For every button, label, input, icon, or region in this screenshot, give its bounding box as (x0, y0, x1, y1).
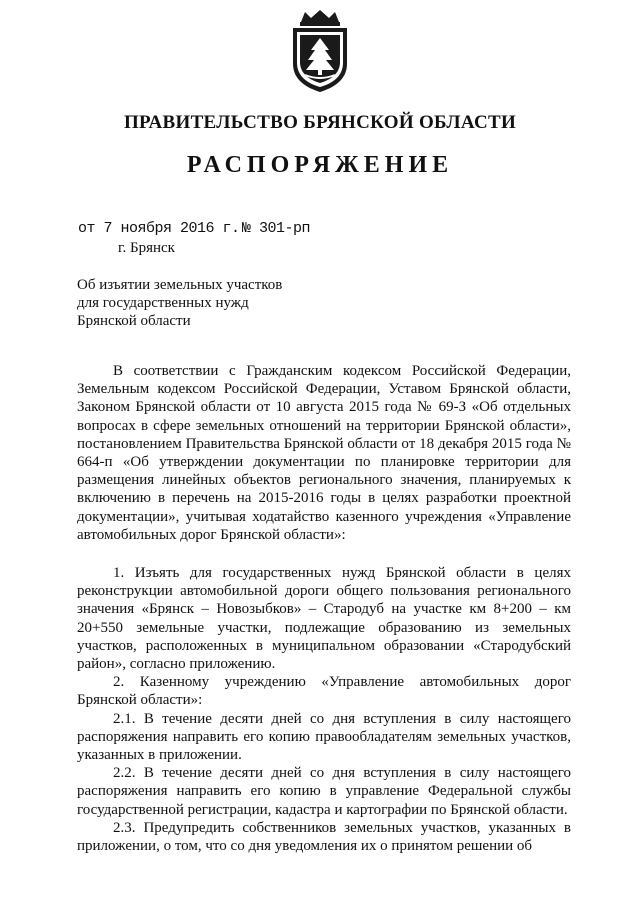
clause-2-2: 2.2. В течение десяти дней со дня вступления в силу настоящего распоряжения направить его копию в управление Федеральной службы государственной регистрации, кадастра и картографии по Брянской области. (77, 765, 571, 818)
document-type-title: РАСПОРЯЖЕНИЕ (186, 152, 454, 178)
document-city: г. Брянск (118, 240, 175, 256)
document-number: № 301-рп (242, 220, 311, 237)
document-body (77, 362, 571, 855)
government-title: ПРАВИТЕЛЬСТВО БРЯНСКОЙ ОБЛАСТИ (123, 112, 517, 133)
bryansk-coat-of-arms-icon (287, 8, 353, 94)
clause-2: 2. Казенному учреждению «Управление автомобильных дорог Брянской области»: (77, 674, 571, 709)
clause-2-3: 2.3. Предупредить собственников земельных участков, указанных в приложении, о том, что со дня уведомления их о принятом решении об (77, 819, 571, 855)
document-subject: Об изъятии земельных участков для государственных нужд Брянской области (77, 277, 283, 329)
preamble-paragraph: В соответствии с Гражданским кодексом Российской Федерации, Земельным кодексом Российской Федерации, Уставом Брянской области, Законом Брянской области от 10 августа 2015 года № 69-З «Об отдельных вопросах в сфере земельных отношений на территории Брянской области», постановлением Правительства Брянской области от 18 декабря 2015 года № 664-п «Об утверждении документации по планировке территории для размещения линейных объектов регионального значения, планируемых к включению в перечень на 2015-2016 годы в целях разработки проектной документации», учитывая ходатайство казенного учреждения «Управление автомобильных дорог Брянской области»: (77, 363, 571, 543)
document-date: от 7 ноября 2016 г. (78, 220, 240, 237)
date-number-line (78, 220, 311, 237)
clause-2-1: 2.1. В течение десяти дней со дня вступления в силу настоящего распоряжения направить его копию правообладателям земельных участков, указанных в приложении. (77, 710, 571, 764)
clause-1: 1. Изъять для государственных нужд Брянской области в целях реконструкции автомобильной дороги общего пользования регионального значения «Брянск – Новозыбков» – Стародуб на участке км 8+200 – км 20+550 земельные участки, подлежащие образованию из земельных участков, расположенных в муниципальном образовании «Стародубский район», согласно приложению. (77, 565, 571, 673)
